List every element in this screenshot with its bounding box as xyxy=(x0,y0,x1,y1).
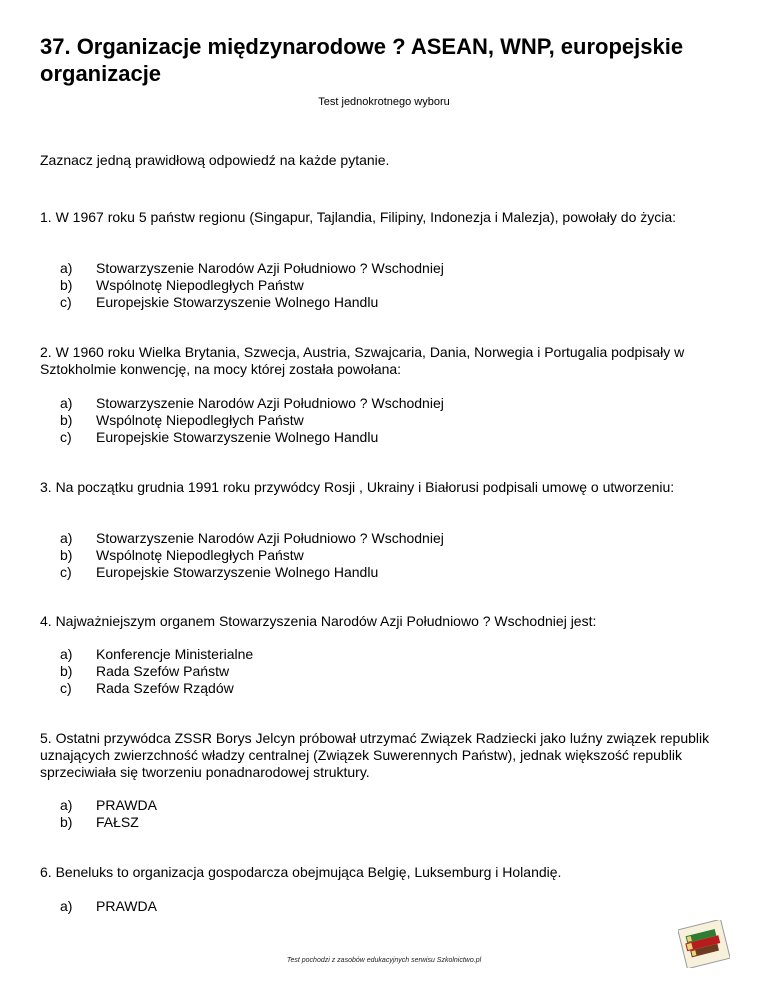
answer-option[interactable] xyxy=(60,429,444,446)
answer-option[interactable] xyxy=(60,663,253,680)
option-text: Rada Szefów Państw xyxy=(96,663,230,679)
answer-option[interactable] xyxy=(60,277,444,294)
option-letter: b) xyxy=(60,814,73,830)
question-3-options xyxy=(60,530,444,581)
option-text: PRAWDA xyxy=(96,898,157,914)
option-text: Europejskie Stowarzyszenie Wolnego Handlu xyxy=(96,429,379,445)
option-letter: c) xyxy=(60,680,72,696)
question-1-text: 1. W 1967 roku 5 państw regionu (Singapur, Tajlandia, Filipiny, Indonezja i Malezja), powołały do życia: xyxy=(40,209,677,225)
answer-option[interactable] xyxy=(60,395,444,412)
answer-option[interactable] xyxy=(60,680,253,697)
option-text: Europejskie Stowarzyszenie Wolnego Handlu xyxy=(96,294,379,310)
option-text: Stowarzyszenie Narodów Azji Południowo ? Wschodniej xyxy=(96,530,444,546)
answer-option[interactable] xyxy=(60,294,444,311)
option-text: Konferencje Ministerialne xyxy=(96,646,254,662)
answer-option[interactable] xyxy=(60,797,157,814)
question-2-text: 2. W 1960 roku Wielka Brytania, Szwecja, Austria, Szwajcaria, Dania, Norwegia i Portugalia podpisały w Sztokholmie konwencję, na mocy której została powołana: xyxy=(40,344,685,377)
option-letter: a) xyxy=(60,898,73,914)
answer-option[interactable] xyxy=(60,814,157,831)
option-text: Stowarzyszenie Narodów Azji Południowo ? Wschodniej xyxy=(96,395,444,411)
option-text: Europejskie Stowarzyszenie Wolnego Handlu xyxy=(96,564,379,580)
option-letter: c) xyxy=(60,564,72,580)
option-text: Wspólnotę Niepodległych Państw xyxy=(96,412,304,428)
option-text: Rada Szefów Rządów xyxy=(96,680,234,696)
question-3-text: 3. Na początku grudnia 1991 roku przywódcy Rosji , Ukrainy i Białorusi podpisali umowę o utworzeniu: xyxy=(40,479,675,495)
question-4-text: 4. Najważniejszym organem Stowarzyszenia Narodów Azji Południowo ? Wschodniej jest: xyxy=(40,613,597,629)
question-2-options xyxy=(60,395,444,446)
answer-option[interactable] xyxy=(60,898,157,915)
question-1-options xyxy=(60,260,444,311)
page-title: 37. Organizacje międzynarodowe ? ASEAN, WNP, europejskie organizacje xyxy=(40,34,684,86)
option-letter: b) xyxy=(60,412,73,428)
option-text: Wspólnotę Niepodległych Państw xyxy=(96,547,304,563)
question-5-text: 5. Ostatni przywódca ZSSR Borys Jelcyn próbował utrzymać Związek Radziecki jako luźny związek republik uznających zwierzchność władzy centralnej (Związek Suwerennych Państw), jednak większość republik sprzeciwiała się tworzeniu ponadnarodowej struktury. xyxy=(40,730,710,780)
question-5-options xyxy=(60,797,157,831)
question-6-text: 6. Beneluks to organizacja gospodarcza obejmująca Belgię, Luksemburg i Holandię. xyxy=(40,864,562,880)
answer-option[interactable] xyxy=(60,530,444,547)
option-letter: c) xyxy=(60,429,72,445)
answer-option[interactable] xyxy=(60,547,444,564)
option-letter: a) xyxy=(60,797,73,813)
option-letter: a) xyxy=(60,646,73,662)
option-text: Wspólnotę Niepodległych Państw xyxy=(96,277,304,293)
answer-option[interactable] xyxy=(60,564,444,581)
option-text: Stowarzyszenie Narodów Azji Południowo ? Wschodniej xyxy=(96,260,444,276)
question-4-options xyxy=(60,646,253,697)
footer-source-note: Test pochodzi z zasobów edukacyjnych serwisu Szkolnictwo.pl xyxy=(286,957,482,964)
page-subtitle: Test jednokrotnego wyboru xyxy=(318,96,450,108)
option-text: PRAWDA xyxy=(96,797,157,813)
option-letter: a) xyxy=(60,260,73,276)
option-letter: b) xyxy=(60,277,73,293)
option-letter: a) xyxy=(60,395,73,411)
answer-option[interactable] xyxy=(60,260,444,277)
instruction-text: Zaznacz jedną prawidłową odpowiedź na każde pytanie. xyxy=(40,152,390,168)
answer-option[interactable] xyxy=(60,412,444,429)
option-letter: b) xyxy=(60,547,73,563)
option-letter: b) xyxy=(60,663,73,679)
books-icon xyxy=(678,920,730,968)
option-text: FAŁSZ xyxy=(96,814,139,830)
question-6-options xyxy=(60,898,157,915)
answer-option[interactable] xyxy=(60,646,253,663)
option-letter: c) xyxy=(60,294,72,310)
option-letter: a) xyxy=(60,530,73,546)
